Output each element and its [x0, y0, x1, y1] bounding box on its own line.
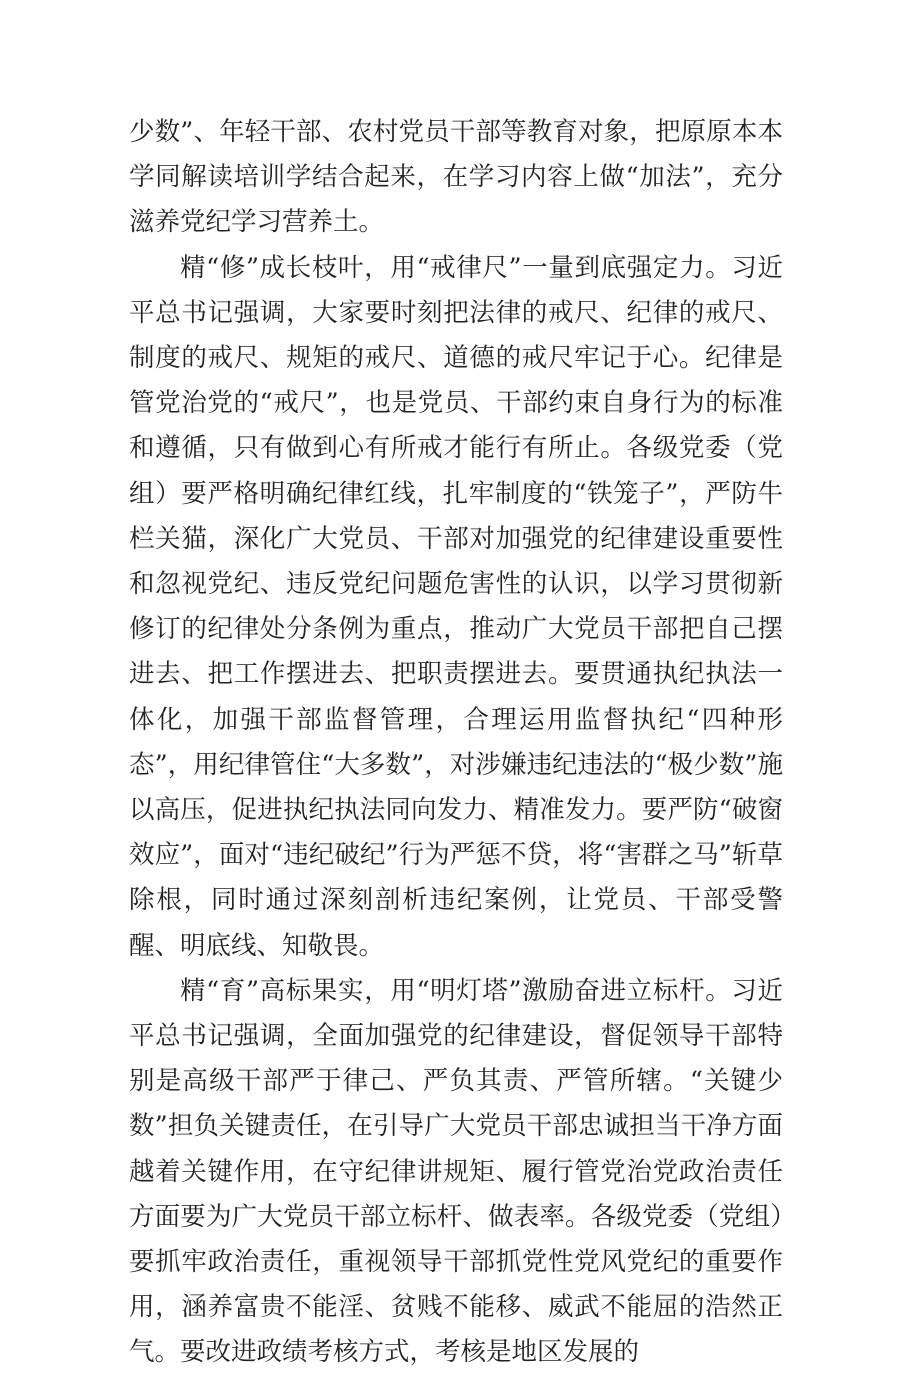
paragraph-continuation: 少数”、年轻干部、农村党员干部等教育对象，把原原本本学同解读培训学结合起来，在学习内容上做“加法”，充分滋养党纪学习营养土。: [129, 117, 783, 238]
paragraph-beacon-exemplar: 精“育”高标果实，用“明灯塔”激励奋进立标杆。习近平总书记强调，全面加强党的纪律建设，督促领导干部特别是高级干部严于律己、严负其责、严管所辖。“关键少数”担负关键责任，在引导广大党员干部忠诚担当干净方面越着关键作用，在守纪律讲规矩、履行管党治党政治责任方面要为广大党员干部立标杆、做表率。各级党委（党组）要抓牢政治责任，重视领导干部抓党性党风党纪的重要作用，涵养富贵不能淫、贫贱不能移、威武不能屈的浩然正气。要改进政绩考核方式，考核是地区发展的: [129, 975, 783, 1368]
document-body: [129, 110, 783, 1376]
paragraph-discipline-ruler: 精“修”成长枝叶，用“戒律尺”一量到底强定力。习近平总书记强调，大家要时刻把法律的戒尺、纪律的戒尺、制度的戒尺、规矩的戒尺、道德的戒尺牢记于心。纪律是管党治党的“戒尺”，也是党员、干部约束自身行为的标准和遵循，只有做到心有所戒才能行有所止。各级党委（党组）要严格明确纪律红线，扎牢制度的“铁笼子”，严防牛栏关猫，深化广大党员、干部对加强党的纪律建设重要性和忽视党纪、违反党纪问题危害性的认识，以学习贯彻新修订的纪律处分条例为重点，推动广大党员干部把自己摆进去、把工作摆进去、把职责摆进去。要贯通执纪执法一体化，加强干部监督管理，合理运用监督执纪“四种形态”，用纪律管住“大多数”，对涉嫌违纪违法的“极少数”施以高压，促进执纪执法同向发力、精准发力。要严防“破窗效应”，面对“违纪破纪”行为严惩不贷，将“害群之马”斩草除根，同时通过深刻剖析违纪案例，让党员、干部受警醒、明底线、知敬畏。: [129, 252, 783, 961]
